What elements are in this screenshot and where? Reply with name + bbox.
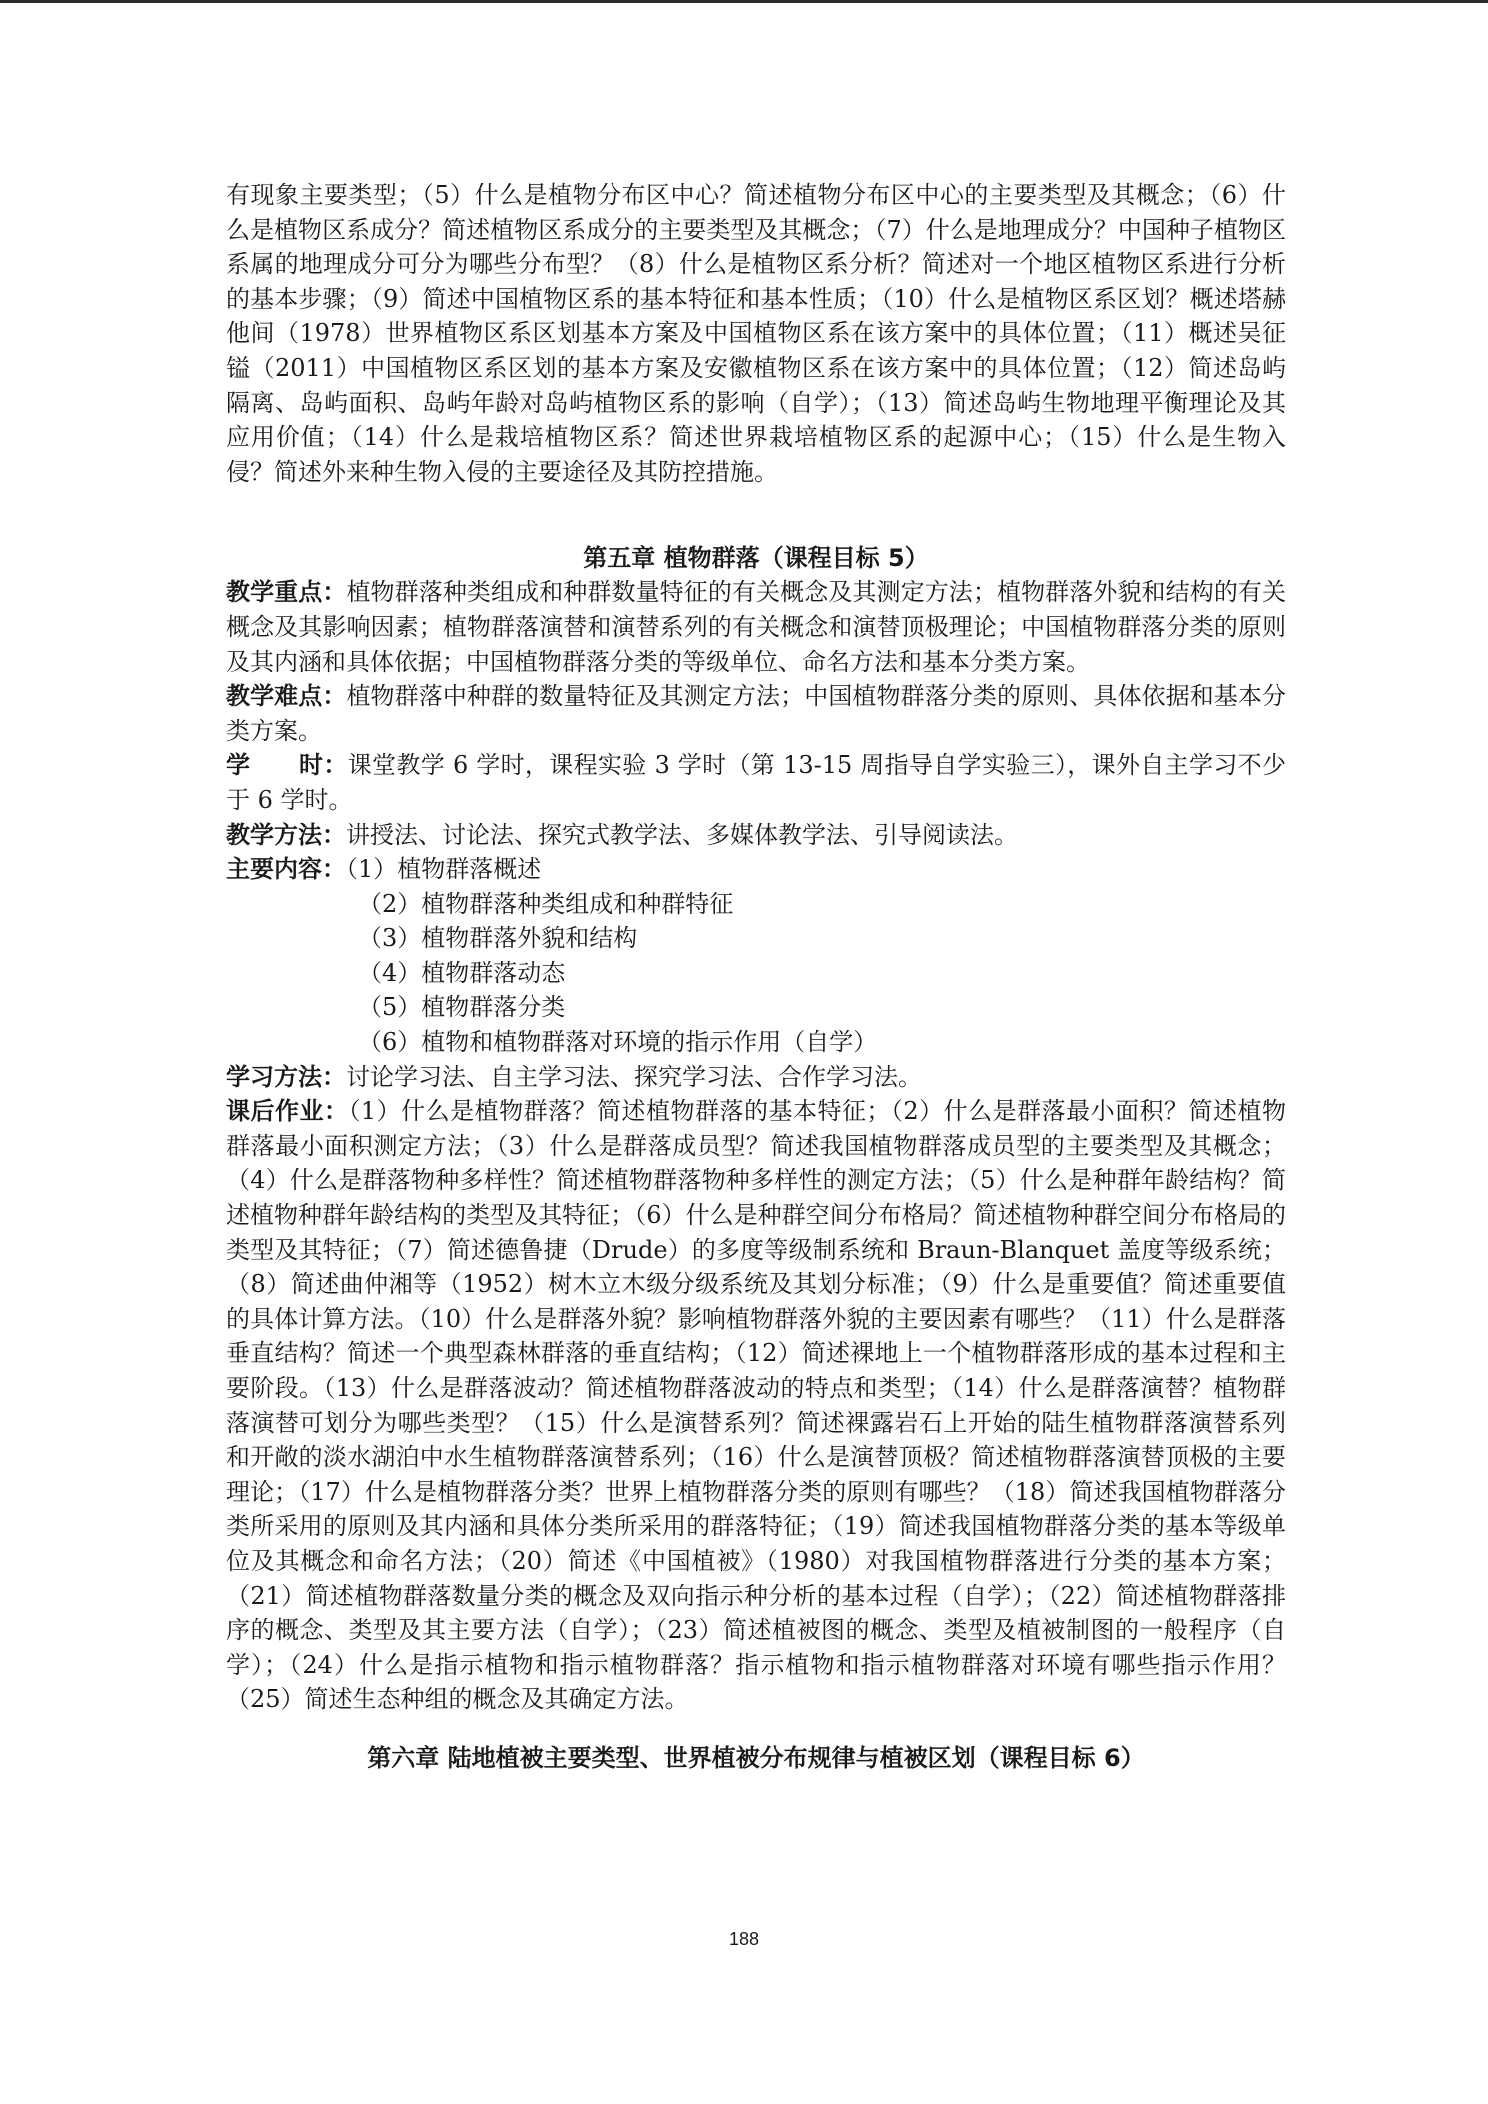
top-border-line [0,0,1488,3]
methods-text: 讲授法、讨论法、探究式教学法、多媒体教学法、引导阅读法。 [346,820,1018,849]
hours-label: 学 时： [226,751,348,780]
homework-label: 课后作业： [226,1097,349,1126]
learning-label: 学习方法： [226,1062,346,1091]
difficulties-section [226,679,1286,748]
contents-label: 主要内容： [226,855,346,884]
contents-section [226,852,1286,887]
key-points-label: 教学重点： [226,578,347,607]
learning-text: 讨论学习法、自主学习法、探究学习法、合作学习法。 [346,1062,922,1091]
difficulties-label: 教学难点： [226,682,347,711]
content-item: （3）植物群落外貌和结构 [358,924,638,953]
methods-section [226,818,1286,853]
content-item: （2）植物群落种类组成和种群特征 [358,889,734,918]
page-number: 188 [728,1929,760,1949]
homework-section [226,1094,1286,1717]
hours-section [226,748,1286,817]
hours-text: 课堂教学 6 学时，课程实验 3 学时（第 13-15 周指导自学实验三），课外自主学习不少于 6 学时。 [226,751,1286,814]
key-points-text: 植物群落种类组成和种群数量特征的有关概念及其测定方法；植物群落外貌和结构的有关概念及其影响因素；植物群落演替和演替系列的有关概念和演替顶极理论；中国植物群落分类的原则及其内涵和具体依据；中国植物群落分类的等级单位、命名方法和基本分类方案。 [226,578,1287,676]
homework-text: （1）什么是植物群落？简述植物群落的基本特征；（2）什么是群落最小面积？简述植物群落最小面积测定方法；（3）什么是群落成员型？简述我国植物群落成员型的主要类型及其概念；（4）什么是群落物种多样性？简述植物群落物种多样性的测定方法；（5）什么是种群年龄结构？简述植物种群年龄结构的类型及其特征；（6）什么是种群空间分布格局？简述植物种群空间分布格局的类型及其特征；（7）简述德鲁捷（Drude）的多度等级制系统和 Braun-Blanquet 盖度等级系统；（8）简述曲仲湘等（1952）树木立木级分级系统及其划分标准；（9）什么是重要值？简述重要值的具体计算方法。（10）什么是群落外貌？影响植物群落外貌的主要因素有哪些？（11）什么是群落垂直结构？简述一个典型森林群落的垂直结构；（12）简述裸地上一个植物群落形成的基本过程和主要阶段。（13）什么是群落波动？简述植物群落波动的特点和类型；（14）什么是群落演替？植物群落演替可划分为哪些类型？（15）什么是演替系列？简述裸露岩石上开始的陆生植物群落演替系列和开敞的淡水湖泊中水生植物群落演替系列；（16）什么是演替顶极？简述植物群落演替顶极的主要理论；（17）什么是植物群落分类？世界上植物群落分类的原则有哪些？（18）简述我国植物群落分类所采用的原则及其内涵和具体分类所采用的群落特征；（19）简述我国植物群落分类的基本等级单位及其概念和命名方法；（20）简述《中国植被》（1980）对我国植物群落进行分类的基本方案；（21）简述植物群落数量分类的概念及双向指示种分析的基本过程（自学）；（22）简述植物群落排序的概念、类型及其主要方法（自学）；（23）简述植被图的概念、类型及植被制图的一般程序（自学）；（24）什么是指示植物和指示植物群落？指示植物和指示植物群落对环境有哪些指示作用？（25）简述生态种组的概念及其确定方法。 [226,1097,1286,1714]
continuation-paragraph: 有现象主要类型；（5）什么是植物分布区中心？简述植物分布区中心的主要类型及其概念；（6）什么是植物区系成分？简述植物区系成分的主要类型及其概念；（7）什么是地理成分？中国种子植物区系属的地理成分可分为哪些分布型？（8）什么是植物区系分析？简述对一个地区植物区系进行分析的基本步骤；（9）简述中国植物区系的基本特征和基本性质；（10）什么是植物区系区划？概述塔赫他间（1978）世界植物区系区划基本方案及中国植物区系在该方案中的具体位置；（11）概述吴征镒（2011）中国植物区系区划的基本方案及安徽植物区系在该方案中的具体位置；（12）简述岛屿隔离、岛屿面积、岛屿年龄对岛屿植物区系的影响（自学）；（13）简述岛屿生物地理平衡理论及其应用价值；（14）什么是栽培植物区系？简述世界栽培植物区系的起源中心；（15）什么是生物入侵？简述外来种生物入侵的主要途径及其防控措施。 [226,181,1286,486]
content-item: （5）植物群落分类 [358,993,566,1022]
document-page [226,178,1286,1775]
chapter6-title: 第六章 陆地植被主要类型、世界植被分布规律与植被区划（课程目标 6） [367,1743,1145,1772]
content-item: （1）植物群落概述 [346,855,542,884]
methods-label: 教学方法： [226,820,346,849]
learning-section [226,1060,1286,1095]
chapter5-title: 第五章 植物群落（课程目标 5） [583,544,929,573]
content-item: （6）植物和植物群落对环境的指示作用（自学） [358,1028,878,1057]
difficulties-text: 植物群落中种群的数量特征及其测定方法；中国植物群落分类的原则、具体依据和基本分类方案。 [226,682,1287,745]
key-points-section [226,575,1286,679]
content-item: （4）植物群落动态 [358,958,566,987]
